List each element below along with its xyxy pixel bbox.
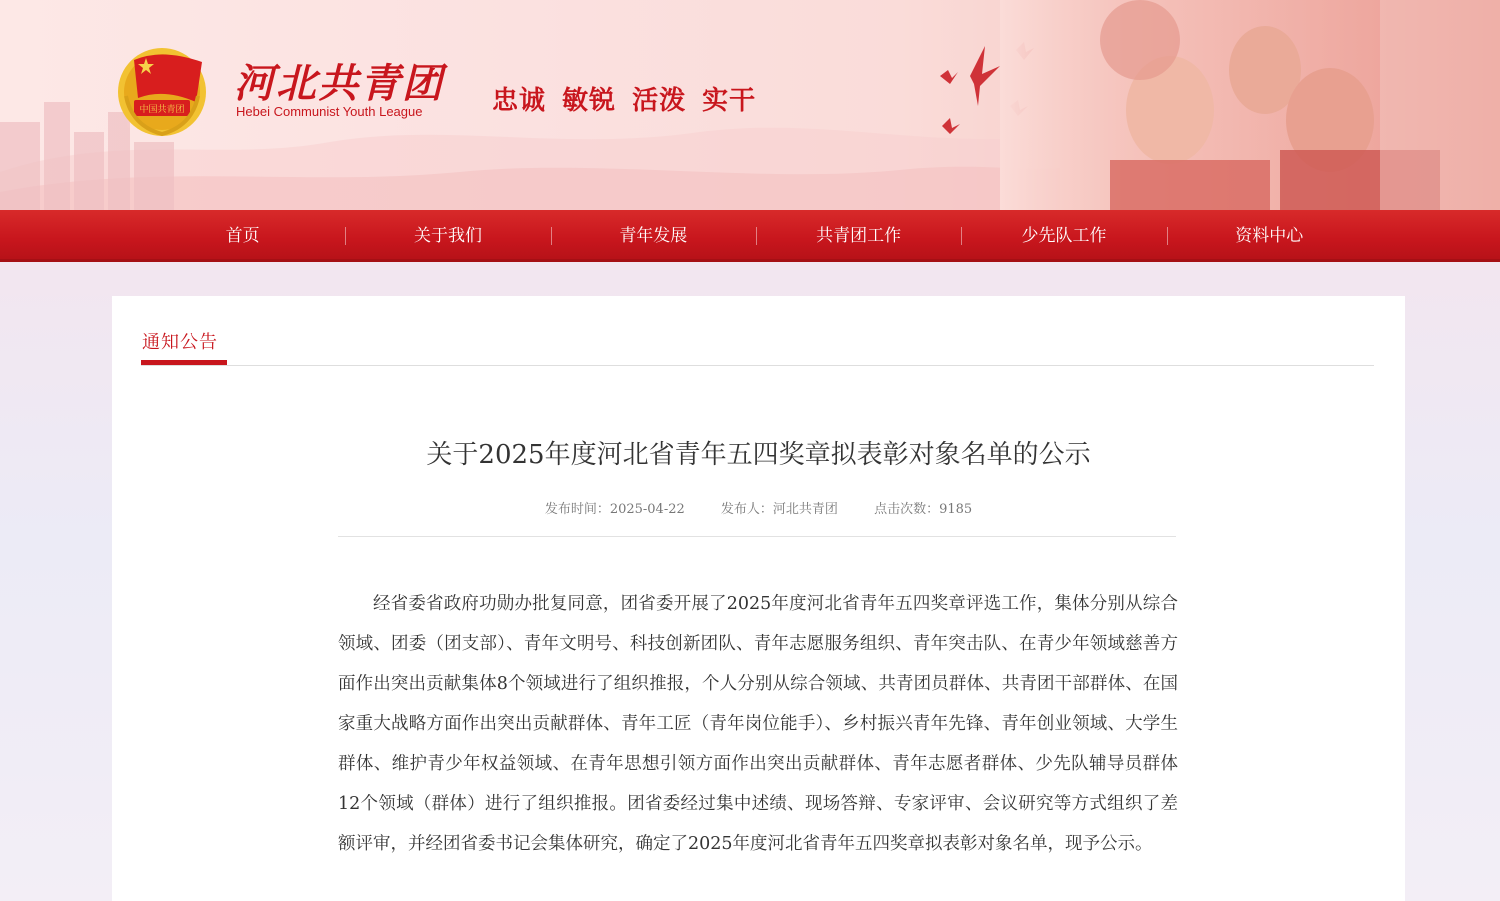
nav-item-pioneer-work[interactable]: 少先队工作 <box>961 210 1166 262</box>
article-card <box>112 296 1405 901</box>
meta-divider <box>338 536 1176 537</box>
article-paragraph: 经省委省政府功勋办批复同意，团省委开展了2025年度河北省青年五四奖章评选工作，集体分别从综合领域、团委（团支部）、青年文明号、科技创新团队、青年志愿服务组织、青年突击队、在青少年领域慈善方面作出突出贡献集体8个领域进行了组织推报，个人分别从综合领域、共青团员群体、共青团干部群体、在国家重大战略方面作出突出贡献群体、青年工匠（青年岗位能手）、乡村振兴青年先锋、青年创业领域、大学生群体、维护青少年权益领域、在青年思想引领方面作出突出贡献群体、青年志愿者群体、少先队辅导员群体12个领域（群体）进行了组织推报。团省委经过集中述绩、现场答辩、专家评审、会议研究等方式组织了差额评审，并经团省委书记会集体研究，确定了2025年度河北省青年五四奖章拟表彰对象名单，现予公示。 <box>338 594 1178 854</box>
site-header <box>0 0 1500 212</box>
nav-item-league-work[interactable]: 共青团工作 <box>756 210 961 262</box>
nav-item-home[interactable]: 首页 <box>225 226 260 246</box>
publish-time: 发布时间：2025-04-22 <box>544 502 685 517</box>
section-divider <box>141 365 1374 366</box>
article-title: 关于2025年度河北省青年五四奖章拟表彰对象名单的公示 <box>426 440 1091 470</box>
nav-item-about[interactable]: 关于我们 <box>345 210 550 262</box>
nav-item-youth-development[interactable]: 青年发展 <box>551 210 756 262</box>
view-count: 点击次数：9185 <box>874 502 973 517</box>
nav-item-resource-center[interactable]: 资料中心 <box>1167 210 1372 262</box>
slogan: 忠诚 敏锐 活泼 实干 <box>492 86 757 116</box>
publisher: 发布人：河北共青团 <box>720 502 838 517</box>
brand-name-cn: 河北共青团 <box>234 60 444 107</box>
brand-name-en: Hebei Communist Youth League <box>236 104 423 119</box>
article-meta <box>112 498 1405 517</box>
section-label[interactable]: 通知公告 <box>142 332 218 353</box>
youth-league-emblem-icon <box>112 40 212 140</box>
main-nav <box>0 210 1500 262</box>
emblem-text: 中国共青团 <box>139 105 185 115</box>
header-photo <box>1000 0 1500 212</box>
